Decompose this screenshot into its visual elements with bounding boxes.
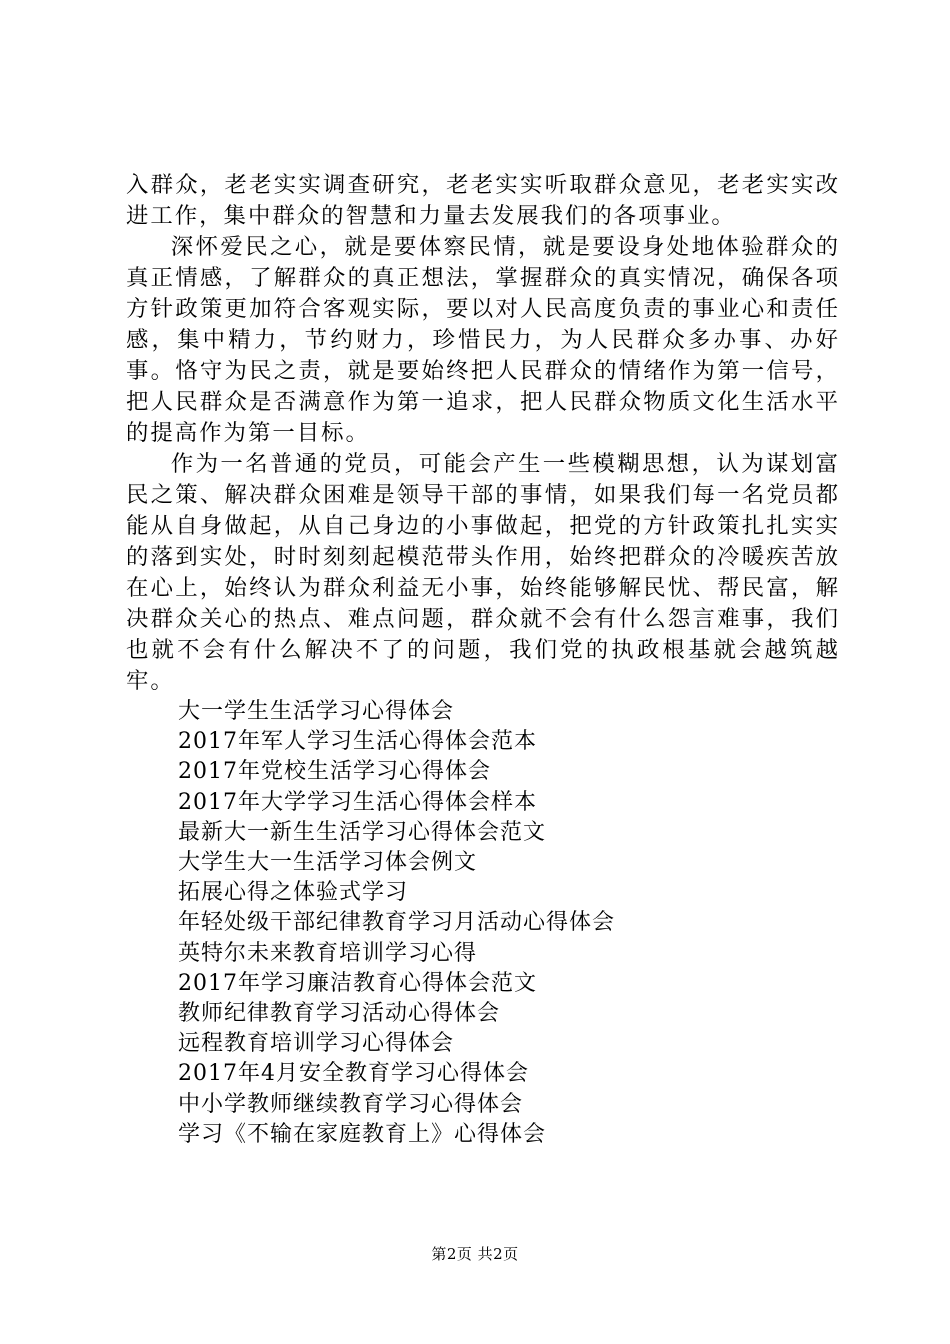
related-title-item: 教师纪律教育学习活动心得体会 xyxy=(178,1001,501,1027)
related-title-item: 远程教育培训学习心得体会 xyxy=(178,1031,455,1057)
related-titles-list xyxy=(126,697,840,1150)
related-title-item: 中小学教师继续教育学习心得体会 xyxy=(178,1091,524,1117)
related-title-item: 学习《不输在家庭教育上》心得体会 xyxy=(178,1121,547,1147)
related-title-item: 英特尔未来教育培训学习心得 xyxy=(178,940,478,966)
paragraph-party-member: 作为一名普通的党员，可能会产生一些模糊思想，认为谋划富民之策、解决群众困难是领导干部的事情，如果我们每一名党员都能从自身做起，从自己身边的小事做起，把党的方针政策扎扎实实的落到实处，时时刻刻起模范带头作用，始终把群众的冷暖疾苦放在心上，始终认为群众利益无小事，始终能够解民忧、帮民富，解决群众关心的热点、难点问题，群众就不会有什么怨言难事，我们也就不会有什么解决不了的问题，我们党的执政根基就会越筑越牢。 xyxy=(126,451,840,694)
paragraph-love-people: 深怀爱民之心，就是要体察民情，就是要设身处地体验群众的真正情感，了解群众的真正想法，掌握群众的真实情况，确保各项方针政策更加符合客观实际，要以对人民高度负责的事业心和责任感，集中精力，节约财力，珍惜民力，为人民群众多办事、办好事。恪守为民之责，就是要始终把人民群众的情绪作为第一信号，把人民群众是否满意作为第一追求，把人民群众物质文化生活水平的提高作为第一目标。 xyxy=(126,234,840,446)
page-number-footer: 第2页 共2页 xyxy=(431,1245,519,1263)
related-title-item: 最新大一新生生活学习心得体会范文 xyxy=(178,819,547,845)
related-title-item: 大一学生生活学习心得体会 xyxy=(178,699,455,724)
related-title-item: 拓展心得之体验式学习 xyxy=(178,880,409,906)
related-title-item: 2017年党校生活学习心得体会 xyxy=(178,759,491,785)
related-title-item: 年轻处级干部纪律教育学习月活动心得体会 xyxy=(178,910,616,936)
related-title-item: 2017年军人学习生活心得体会范本 xyxy=(178,729,537,755)
related-title-item: 2017年学习廉洁教育心得体会范文 xyxy=(178,970,537,996)
paragraph-continuation: 入群众，老老实实调查研究，老老实实听取群众意见，老老实实改进工作，集中群众的智慧和力量去发展我们的各项事业。 xyxy=(126,172,840,229)
document-body xyxy=(126,170,840,1150)
related-title-item: 2017年大学学习生活心得体会样本 xyxy=(178,789,537,815)
related-title-item: 大学生大一生活学习体会例文 xyxy=(178,850,478,876)
related-title-item: 2017年4月安全教育学习心得体会 xyxy=(178,1061,529,1087)
